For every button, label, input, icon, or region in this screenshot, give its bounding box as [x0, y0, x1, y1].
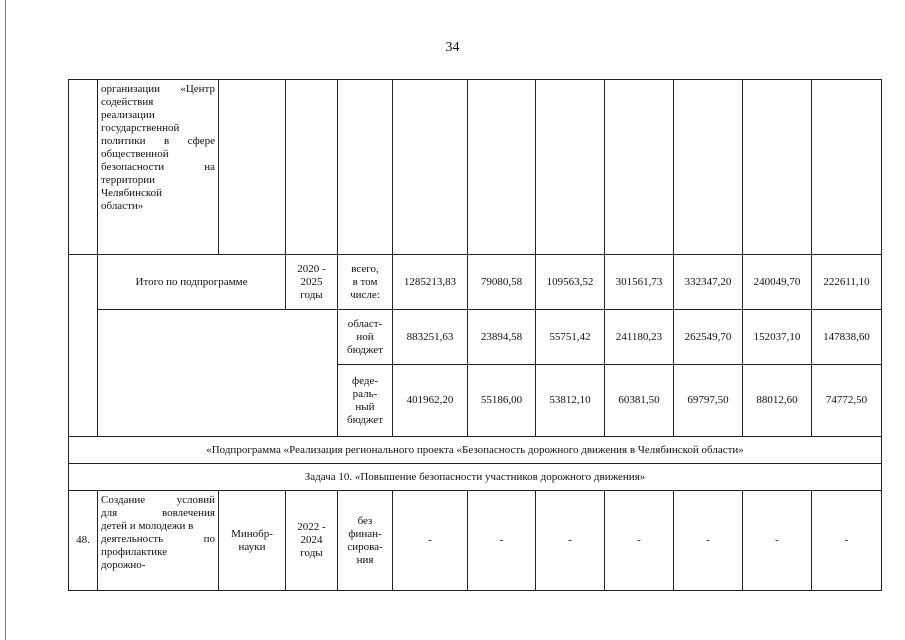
name-line: общественной	[101, 148, 169, 160]
executor-line: Минобр-	[231, 527, 273, 540]
value-cell: 301561,73	[605, 255, 674, 310]
page-number: 34	[445, 40, 460, 55]
value-cell: -	[743, 491, 812, 591]
value-cell: -	[674, 491, 743, 591]
cell-number	[69, 255, 98, 437]
source-line: бюджет	[347, 343, 383, 356]
value-cell: 222611,10	[812, 255, 882, 310]
name-line: дорожно-	[101, 559, 146, 571]
table-row-48	[69, 491, 882, 591]
source-line: сирова-	[347, 540, 383, 553]
name-line: детей и молодежи в	[101, 520, 194, 532]
name-line: политики в сфере	[101, 135, 215, 147]
value-cell: 88012,60	[743, 365, 812, 437]
table-row-org-continuation	[69, 80, 882, 255]
cell-value	[468, 80, 536, 255]
name-line: территории	[101, 174, 156, 186]
period-line: 2024	[300, 534, 323, 546]
cell-value	[743, 80, 812, 255]
cell-empty-merged	[98, 310, 338, 437]
value-cell: -	[393, 491, 468, 591]
subprogram-heading: «Подпрограмма «Реализация регионального проекта «Безопасность дорожного движения в Челябинской области»	[69, 437, 882, 464]
table-row-subprogram-heading	[69, 437, 882, 464]
name-line: содействия	[101, 96, 154, 108]
source-line: ной	[356, 330, 374, 343]
name-line: Создание условий	[101, 494, 215, 506]
cell-executor	[219, 80, 286, 255]
executor-line: науки	[238, 540, 266, 553]
value-cell: 69797,50	[674, 365, 743, 437]
cell-value	[536, 80, 605, 255]
table-row-total-all	[69, 255, 882, 310]
value-cell: 1285213,83	[393, 255, 468, 310]
value-cell: -	[812, 491, 882, 591]
value-cell: 883251,63	[393, 310, 468, 365]
name-line: государственной	[101, 122, 180, 134]
name-line: для вовлечения	[101, 507, 215, 519]
table-row-task-heading	[69, 464, 882, 491]
name-line: Челябинской	[101, 187, 163, 199]
value-cell: 147838,60	[812, 310, 882, 365]
period-line: 2020 -	[297, 262, 326, 275]
value-cell: 401962,20	[393, 365, 468, 437]
value-cell: 109563,52	[536, 255, 605, 310]
value-cell: 240049,70	[743, 255, 812, 310]
cell-value	[605, 80, 674, 255]
total-period	[286, 255, 338, 310]
page-left-edge-line	[5, 0, 6, 640]
value-cell: 53812,10	[536, 365, 605, 437]
value-cell: 79080,58	[468, 255, 536, 310]
period-line: годы	[300, 547, 323, 559]
cell-activity-name	[98, 80, 219, 255]
source-line: бюджет	[347, 413, 383, 426]
row-number: 48.	[69, 491, 98, 591]
source-line: раль-	[352, 387, 378, 400]
source-line: всего,	[351, 262, 379, 275]
period-line: 2022 -	[297, 521, 326, 533]
source-line: област-	[347, 317, 383, 330]
value-cell: -	[536, 491, 605, 591]
name-line: области»	[101, 200, 144, 212]
task-heading: Задача 10. «Повышение безопасности участников дорожного движения»	[69, 464, 882, 491]
cell-source	[338, 80, 393, 255]
cell-value	[812, 80, 882, 255]
name-line: деятельность по	[101, 533, 215, 545]
source-label	[338, 365, 393, 437]
source-line: без	[357, 514, 373, 527]
total-label: Итого по подпрограмме	[98, 255, 286, 310]
cell-number	[69, 80, 98, 255]
source-line: ния	[356, 553, 374, 566]
source-line: в том	[352, 275, 378, 288]
value-cell: 332347,20	[674, 255, 743, 310]
value-cell: 74772,50	[812, 365, 882, 437]
table-row-total-regional	[69, 310, 882, 365]
name-line: организации «Центр	[101, 83, 215, 95]
source-line: феде-	[351, 374, 378, 387]
period-line: 2025	[300, 275, 323, 288]
value-cell: 241180,23	[605, 310, 674, 365]
value-cell: 55751,42	[536, 310, 605, 365]
value-cell: 60381,50	[605, 365, 674, 437]
name-line: безопасности на	[101, 161, 215, 173]
period	[286, 491, 338, 591]
cell-value	[674, 80, 743, 255]
activity-name	[98, 491, 219, 591]
name-line: реализации	[101, 109, 155, 121]
executor	[219, 491, 286, 591]
source-label	[338, 255, 393, 310]
value-cell: 152037,10	[743, 310, 812, 365]
period-line: годы	[300, 288, 323, 301]
funding-source	[338, 491, 393, 591]
value-cell: 55186,00	[468, 365, 536, 437]
cell-value	[393, 80, 468, 255]
value-cell: -	[468, 491, 536, 591]
source-label	[338, 310, 393, 365]
source-line: ный	[355, 400, 375, 413]
source-line: финан-	[348, 527, 382, 540]
value-cell: 262549,70	[674, 310, 743, 365]
name-line: профилактике	[101, 546, 168, 558]
source-line: числе:	[350, 288, 380, 301]
value-cell: -	[605, 491, 674, 591]
program-funding-table	[68, 79, 882, 591]
value-cell: 23894,58	[468, 310, 536, 365]
cell-period	[286, 80, 338, 255]
